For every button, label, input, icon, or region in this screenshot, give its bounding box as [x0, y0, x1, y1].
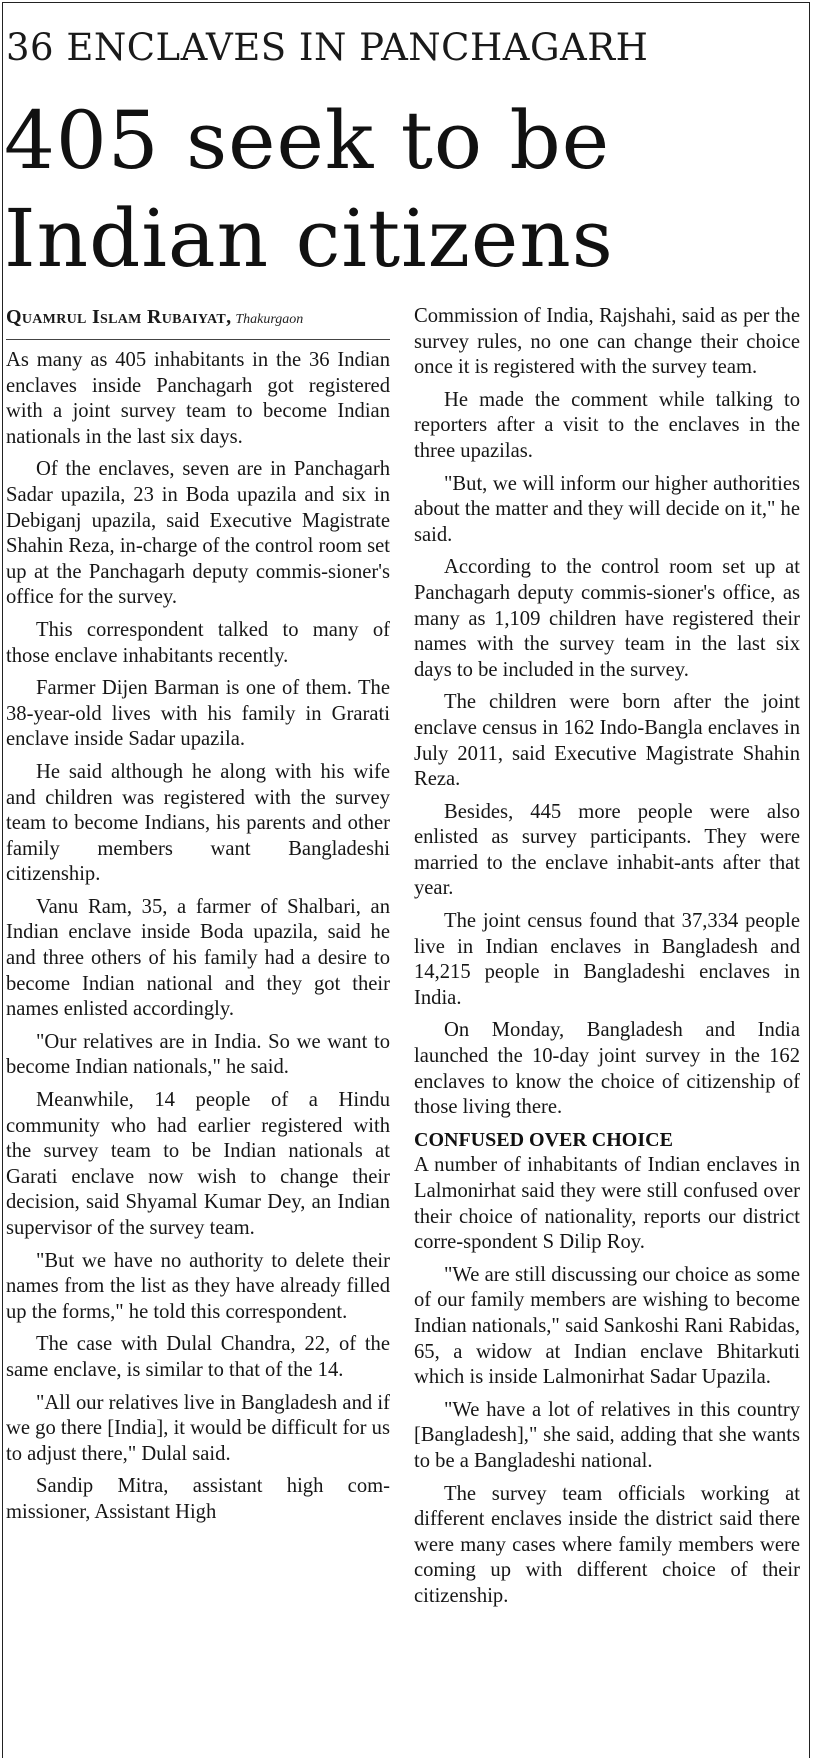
paragraph: On Monday, Bangladesh and India launched the 10-day joint survey in the 162 enclaves to know the choice of citizenship of those living there.	[414, 1019, 800, 1119]
paragraph: Besides, 445 more people were also enlisted as survey participants. They were married to the enclave inhabit-ants after that year.	[414, 800, 800, 900]
paragraph: According to the control room set up at Panchagarh deputy commis-sioner's office, as many as 1,109 children have registered their names with the survey team in the last six days to be included in the survey.	[414, 556, 800, 681]
paragraph: "All our relatives live in Bangladesh and if we go there [India], it would be difficult for us to adjust there," Dulal said.	[6, 1391, 390, 1465]
paragraph: Of the enclaves, seven are in Panchagarh Sadar upazila, 23 in Boda upazila and six in Debiganj upazila, said Executive Magistrate Shahin Reza, in-charge of the control room set up at the Panchagarh deputy commis-sioner's office for the survey.	[6, 458, 390, 609]
paragraph: The joint census found that 37,334 people live in Indian enclaves in Bangladesh and 14,215 people in Bangladeshi enclaves in India.	[414, 910, 800, 1009]
kicker: 36 ENCLAVES IN PANCHAGARH	[6, 26, 649, 69]
byline-author: Quamrul Islam Rubaiyat,	[6, 306, 232, 328]
paragraph: The survey team officials working at different enclaves inside the district said there were many cases where family members were coming up with different choice of their citizenship.	[414, 1482, 800, 1607]
headline: 405 seek to be Indian citizens	[4, 94, 614, 285]
paragraph: The children were born after the joint enclave census in 162 Indo-Bangla enclaves in July 2011, said Executive Magistrate Shahin Reza.	[414, 691, 800, 791]
paragraph: He said although he along with his wife and children was registered with the survey team to become Indians, his parents and other family members want Bangladeshi citizenship.	[6, 760, 390, 886]
byline-location: Thakurgaon	[235, 312, 304, 327]
paragraph: He made the comment while talking to reporters after a visit to the enclaves in the three upazilas.	[414, 388, 800, 462]
byline	[6, 306, 390, 340]
paragraph: Vanu Ram, 35, a farmer of Shalbari, an Indian enclave inside Boda upazila, said he and three others of his family had a desire to become Indian national and they got their names enlisted accordingly.	[6, 895, 390, 1021]
paragraph: Commission of India, Rajshahi, said as per the survey rules, no one can change their choice once it is registered with the survey team.	[414, 305, 800, 379]
paragraph: A number of inhabitants of Indian enclaves in Lalmonirhat said they were still confused over their choice of nationality, reports our district corre-spondent S Dilip Roy.	[414, 1154, 800, 1254]
paragraph: The case with Dulal Chandra, 22, of the same enclave, is similar to that of the 14.	[6, 1333, 390, 1381]
paragraph: Farmer Dijen Barman is one of them. The 38-year-old lives with his family in Grarati enclave inside Sadar upazila.	[6, 677, 390, 751]
paragraph: As many as 405 inhabitants in the 36 Indian enclaves inside Panchagarh got registered with a joint survey team to become Indian nationals in the last six days.	[6, 349, 390, 448]
paragraph: Meanwhile, 14 people of a Hindu community who had earlier registered with the survey team to be Indian nationals at Garati enclave now wish to change their decision, said Shyamal Kumar Dey, an Indian supervisor of the survey team.	[6, 1089, 390, 1239]
paragraph: "We have a lot of relatives in this country [Bangladesh]," she said, adding that she wants to be a Bangladeshi national.	[414, 1398, 800, 1472]
paragraph: "We are still discussing our choice as some of our family members are wishing to become Indian nationals," said Sankoshi Rani Rabidas, 65, a widow at Indian enclave Bhitarkuti which is inside Lalmonirhat Sadar Upazila.	[414, 1263, 800, 1389]
paragraph: This correspondent talked to many of those enclave inhabitants recently.	[6, 618, 390, 667]
column-1	[6, 348, 390, 1533]
paragraph: Sandip Mitra, assistant high com-missioner, Assistant High	[6, 1475, 390, 1523]
paragraph: "But, we will inform our higher authorities about the matter and they will decide on it," he said.	[414, 472, 800, 546]
column-2	[414, 304, 800, 1617]
paragraph: "Our relatives are in India. So we want to become Indian nationals," he said.	[6, 1030, 390, 1079]
paragraph: "But we have no authority to delete their names from the list as they have already filled up the forms," he told this correspondent.	[6, 1249, 390, 1323]
subhead: CONFUSED OVER CHOICE	[414, 1128, 673, 1151]
